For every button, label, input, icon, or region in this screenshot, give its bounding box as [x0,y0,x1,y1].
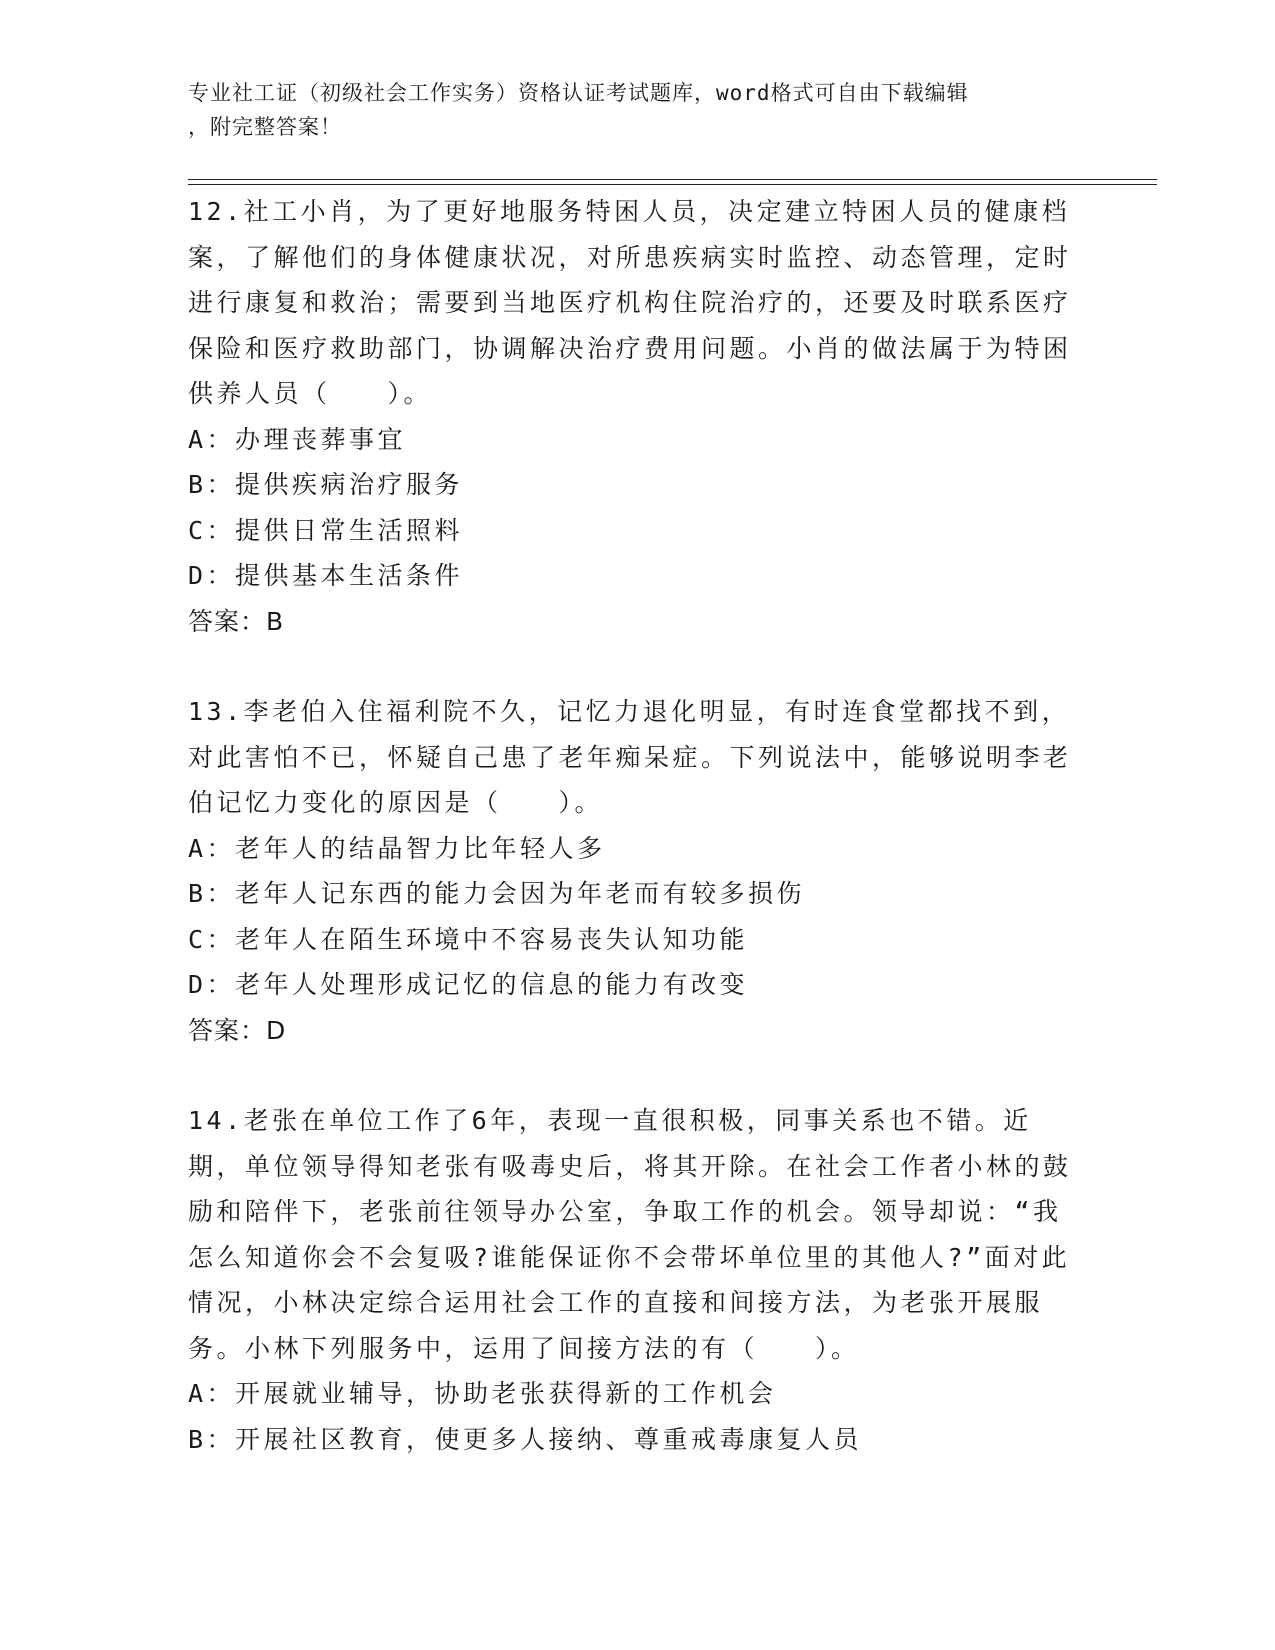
question-stem: 14.老张在单位工作了6年，表现一直很积极，同事关系也不错。近期，单位领导得知老张有吸毒史后，将其开除。在社会工作者小林的鼓励和陪伴下，老张前往领导办公室，争取工作的机会。领导却说：“我怎么知道你会不会复吸?谁能保证你不会带坏单位里的其他人?”面对此情况，小林决定综合运用社会工作的直接和间接方法，为老张开展服务。小林下列服务中，运用了间接方法的有（ ）。 [188,1106,1072,1363]
answer: 答案：D [188,1015,287,1045]
option-a: A：老年人的结晶智力比年轻人多 [188,833,606,863]
question-stem: 13.李老伯入住福利院不久，记忆力退化明显，有时连食堂都找不到，对此害怕不已，怀疑自己患了老年痴呆症。下列说法中，能够说明李老伯记忆力变化的原因是（ ）。 [188,697,1072,817]
option-c: C：提供日常生活照料 [188,515,464,545]
option-a: A：开展就业辅导，协助老张获得新的工作机会 [188,1379,777,1408]
option-b: B：开展社区教育，使更多人接纳、尊重戒毒康复人员 [188,1424,863,1454]
question-list [188,189,1078,1462]
question-stem: 12.社工小肖，为了更好地服务特困人员，决定建立特困人员的健康档案，了解他们的身体健康状况，对所患疾病实时监控、动态管理，定时进行康复和救治；需要到当地医疗机构住院治疗的，还要及时联系医疗保险和医疗救助部门，协调解决治疗费用问题。小肖的做法属于为特困供养人员（ ）。 [188,197,1072,408]
answer: 答案：B [188,606,285,636]
header-line-2: ，附完整答案！ [188,115,342,139]
question-14 [188,1098,1078,1462]
option-b: B：提供疾病治疗服务 [188,470,464,499]
question-13 [188,689,1078,1053]
option-d: D：提供基本生活条件 [188,561,464,590]
spacer [188,1053,1078,1098]
spacer [188,644,1078,689]
document-header [188,76,1068,144]
option-d: D：老年人处理形成记忆的信息的能力有改变 [188,970,749,999]
option-a: A：办理丧葬事宜 [188,424,407,454]
question-12 [188,189,1078,644]
header-rule-bottom [188,184,1157,185]
header-line-1: 专业社工证（初级社会工作实务）资格认证考试题库，word格式可自由下载编辑 [188,81,969,105]
option-b: B：老年人记东西的能力会因为年老而有较多损伤 [188,879,806,908]
header-rule-top [188,179,1157,180]
option-c: C：老年人在陌生环境中不容易丧失认知功能 [188,924,749,954]
